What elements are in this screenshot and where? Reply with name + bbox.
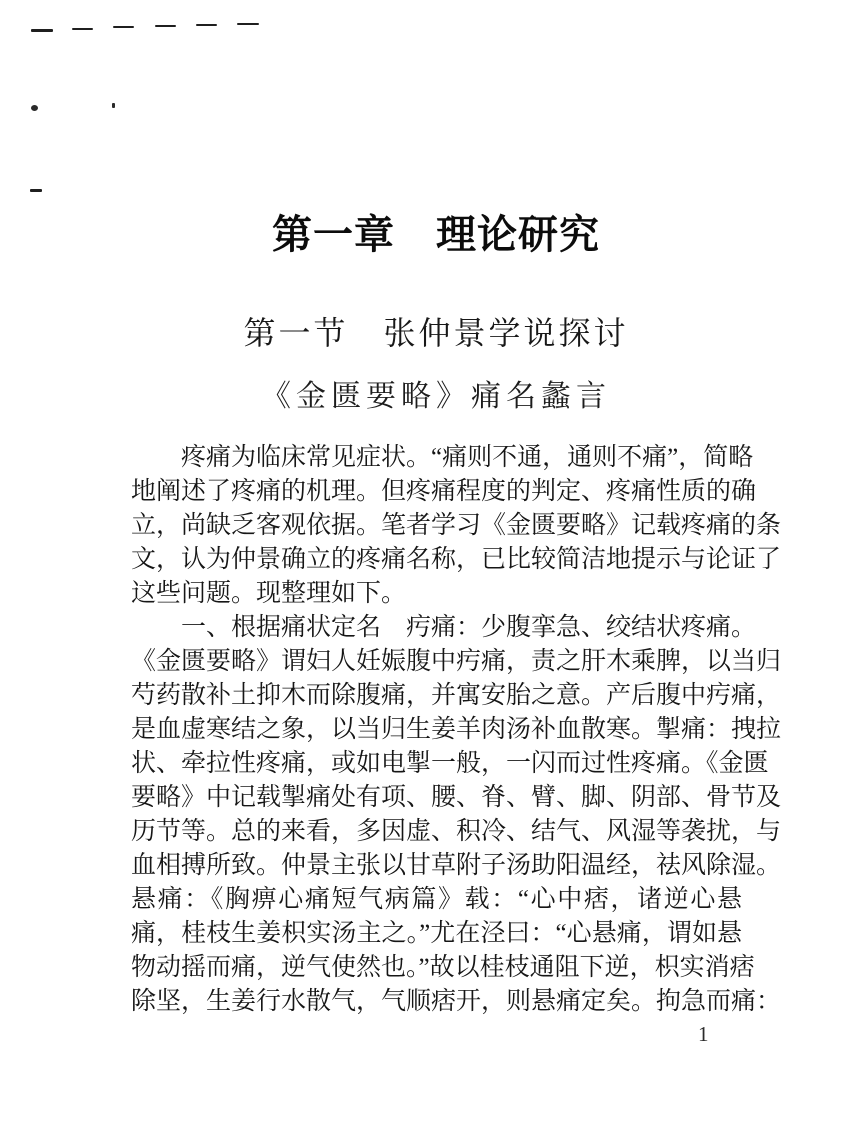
scan-mark-dash: [31, 29, 53, 32]
body-text-line: 要略》中记载掣痛处有项、腰、脊、臂、脚、阴部、骨节及: [131, 784, 782, 811]
body-text-line: 悬痛：《胸痹心痛短气病篇》载：“心中痞，诸逆心悬: [131, 886, 742, 913]
body-text-line: 历节等。总的来看，多因虚、积冷、结气、风湿等袭扰，与: [131, 818, 782, 845]
body-text-line: 状、牵拉性疼痛，或如电掣一般，一闪而过性疼痛。《金匮: [131, 750, 769, 777]
scan-mark-speck: [31, 105, 38, 111]
body-text-line: 除坚，生姜行水散气，气顺痞开，则悬痛定矣。拘急而痛：: [131, 988, 782, 1015]
scan-mark-dash: [155, 25, 176, 27]
body-text-line: 立，尚缺乏客观依据。笔者学习《金匮要略》记载疼痛的条: [131, 512, 782, 539]
body-text-line: 物动摇而痛，逆气使然也。”故以桂枝通阻下逆，枳实消痞: [131, 954, 755, 981]
page-number: 1: [698, 1022, 709, 1046]
body-text-line: 文，认为仲景确立的疼痛名称，已比较简洁地提示与论证了: [131, 546, 782, 573]
body-text-line: 血相搏所致。仲景主张以甘草附子汤助阳温经，祛风除湿。: [131, 852, 782, 879]
article-subtitle: 《金匮要略》痛名蠡言: [261, 380, 611, 413]
body-text-line: 这些问题。现整理如下。: [131, 580, 407, 607]
body-text: [131, 441, 782, 1019]
chapter-title: 第一章 理论研究: [272, 213, 600, 257]
body-text-line: 芍药散补土抑木而除腹痛，并寓安胎之意。产后腹中㽲痛，: [131, 682, 782, 709]
scan-mark-speck: [112, 103, 115, 108]
scan-mark-dash: [30, 189, 42, 192]
scan-mark-dash: [72, 28, 93, 30]
body-text-line: 是血虚寒结之象，以当归生姜羊肉汤补血散寒。掣痛：拽拉: [131, 716, 782, 743]
scan-mark-dash: [237, 23, 259, 25]
section-title: 第一节 张仲景学说探讨: [243, 315, 629, 351]
body-text-line: 痛，桂枝生姜枳实汤主之。”尤在泾曰：“心悬痛，谓如悬: [131, 920, 742, 947]
scan-mark-dash: [113, 26, 134, 28]
body-text-line: 《金匮要略》谓妇人妊娠腹中㽲痛，责之肝木乘脾，以当归: [131, 648, 782, 675]
body-text-line: 地阐述了疼痛的机理。但疼痛程度的判定、疼痛性质的确: [131, 478, 757, 505]
body-text-line: 一、根据痛状定名 㽲痛：少腹挛急、绞结状疼痛。: [181, 614, 757, 641]
body-text-line: 疼痛为临床常见症状。“痛则不通，通则不痛”，简略: [181, 444, 754, 471]
scan-mark-dash: [196, 24, 217, 26]
